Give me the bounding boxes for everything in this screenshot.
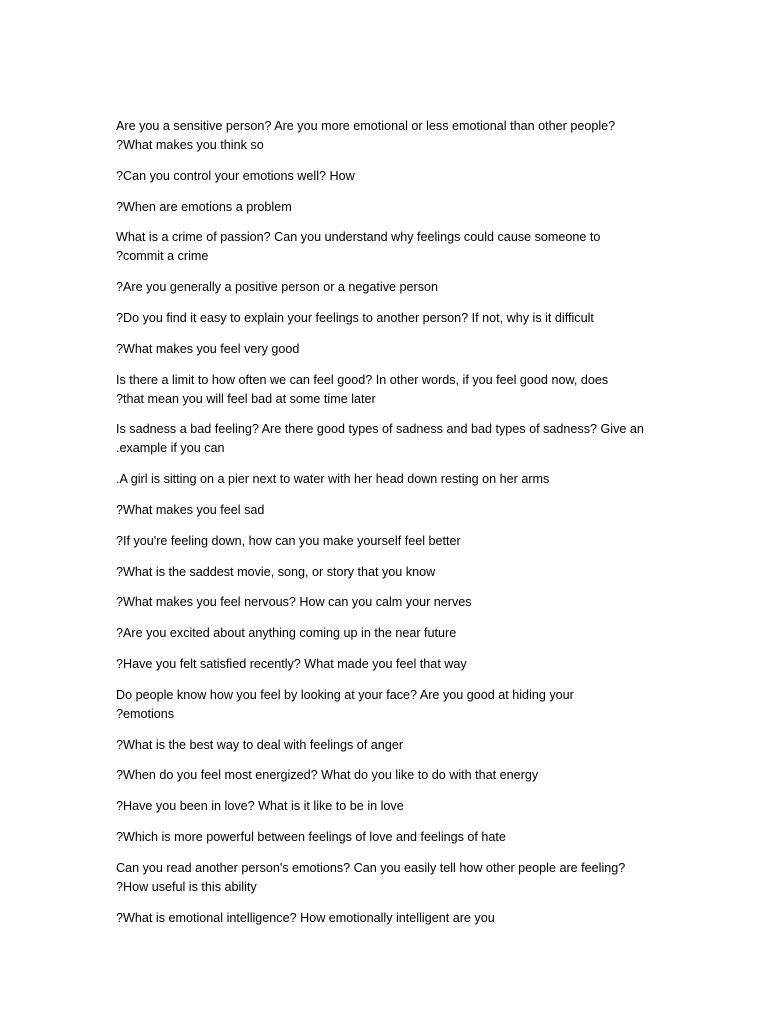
question-paragraph: [116, 117, 656, 155]
question-line: ?that mean you will feel bad at some time later: [116, 391, 376, 406]
question-line: Is there a limit to how often we can feel good? In other words, if you feel good now, does: [116, 372, 609, 387]
question-line: Do people know how you feel by looking at your face? Are you good at hiding your: [116, 687, 574, 702]
question-line: Can you read another person's emotions? Can you easily tell how other people are feeling?: [116, 860, 626, 875]
question-paragraph: [116, 470, 656, 489]
question-paragraph: [116, 228, 656, 266]
question-line: ?What makes you feel very good: [116, 341, 300, 356]
question-line: ?commit a crime: [116, 249, 209, 264]
question-line: .A girl is sitting on a pier next to water with her head down resting on her arms: [116, 472, 550, 487]
question-paragraph: [116, 736, 656, 755]
question-line: ?If you're feeling down, how can you make yourself feel better: [116, 533, 461, 548]
question-line: ?Can you control your emotions well? How: [116, 168, 355, 183]
question-line: ?What is emotional intelligence? How emotionally intelligent are you: [116, 910, 495, 925]
question-list: [116, 117, 656, 939]
question-line: ?What makes you feel nervous? How can you calm your nerves: [116, 595, 472, 610]
question-line: Is sadness a bad feeling? Are there good types of sadness and bad types of sadness? Give an: [116, 422, 644, 437]
question-line: ?When are emotions a problem: [116, 199, 292, 214]
question-paragraph: [116, 624, 656, 643]
question-line: ?Have you felt satisfied recently? What made you feel that way: [116, 656, 467, 671]
question-line: ?Are you excited about anything coming up in the near future: [116, 626, 457, 641]
question-line: ?Have you been in love? What is it like to be in love: [116, 799, 404, 814]
question-line: What is a crime of passion? Can you understand why feelings could cause someone to: [116, 230, 601, 245]
question-line: ?Do you find it easy to explain your feelings to another person? If not, why is it difficult: [116, 310, 594, 325]
question-line: .example if you can: [116, 441, 225, 456]
question-line: ?How useful is this ability: [116, 879, 257, 894]
question-line: ?Are you generally a positive person or a negative person: [116, 280, 439, 295]
question-paragraph: [116, 563, 656, 582]
question-paragraph: [116, 371, 656, 409]
question-paragraph: [116, 766, 656, 785]
question-paragraph: [116, 797, 656, 816]
question-line: ?What is the best way to deal with feelings of anger: [116, 737, 404, 752]
question-paragraph: [116, 167, 656, 186]
question-line: ?Which is more powerful between feelings of love and feelings of hate: [116, 829, 506, 844]
question-paragraph: [116, 686, 656, 724]
question-paragraph: [116, 909, 656, 928]
question-line: ?What makes you think so: [116, 138, 264, 152]
question-paragraph: [116, 859, 656, 897]
question-line: ?What makes you feel sad: [116, 502, 265, 517]
question-paragraph: [116, 198, 656, 217]
question-line: ?What is the saddest movie, song, or story that you know: [116, 564, 436, 579]
question-line: ?When do you feel most energized? What do you like to do with that energy: [116, 768, 539, 783]
question-paragraph: [116, 532, 656, 551]
question-line: ?emotions: [116, 706, 175, 721]
question-paragraph: [116, 340, 656, 359]
question-paragraph: [116, 309, 656, 328]
question-line: Are you a sensitive person? Are you more emotional or less emotional than other people?: [116, 119, 616, 133]
question-paragraph: [116, 593, 656, 612]
question-paragraph: [116, 501, 656, 520]
question-paragraph: [116, 278, 656, 297]
question-paragraph: [116, 420, 656, 458]
question-paragraph: [116, 655, 656, 674]
question-paragraph: [116, 828, 656, 847]
